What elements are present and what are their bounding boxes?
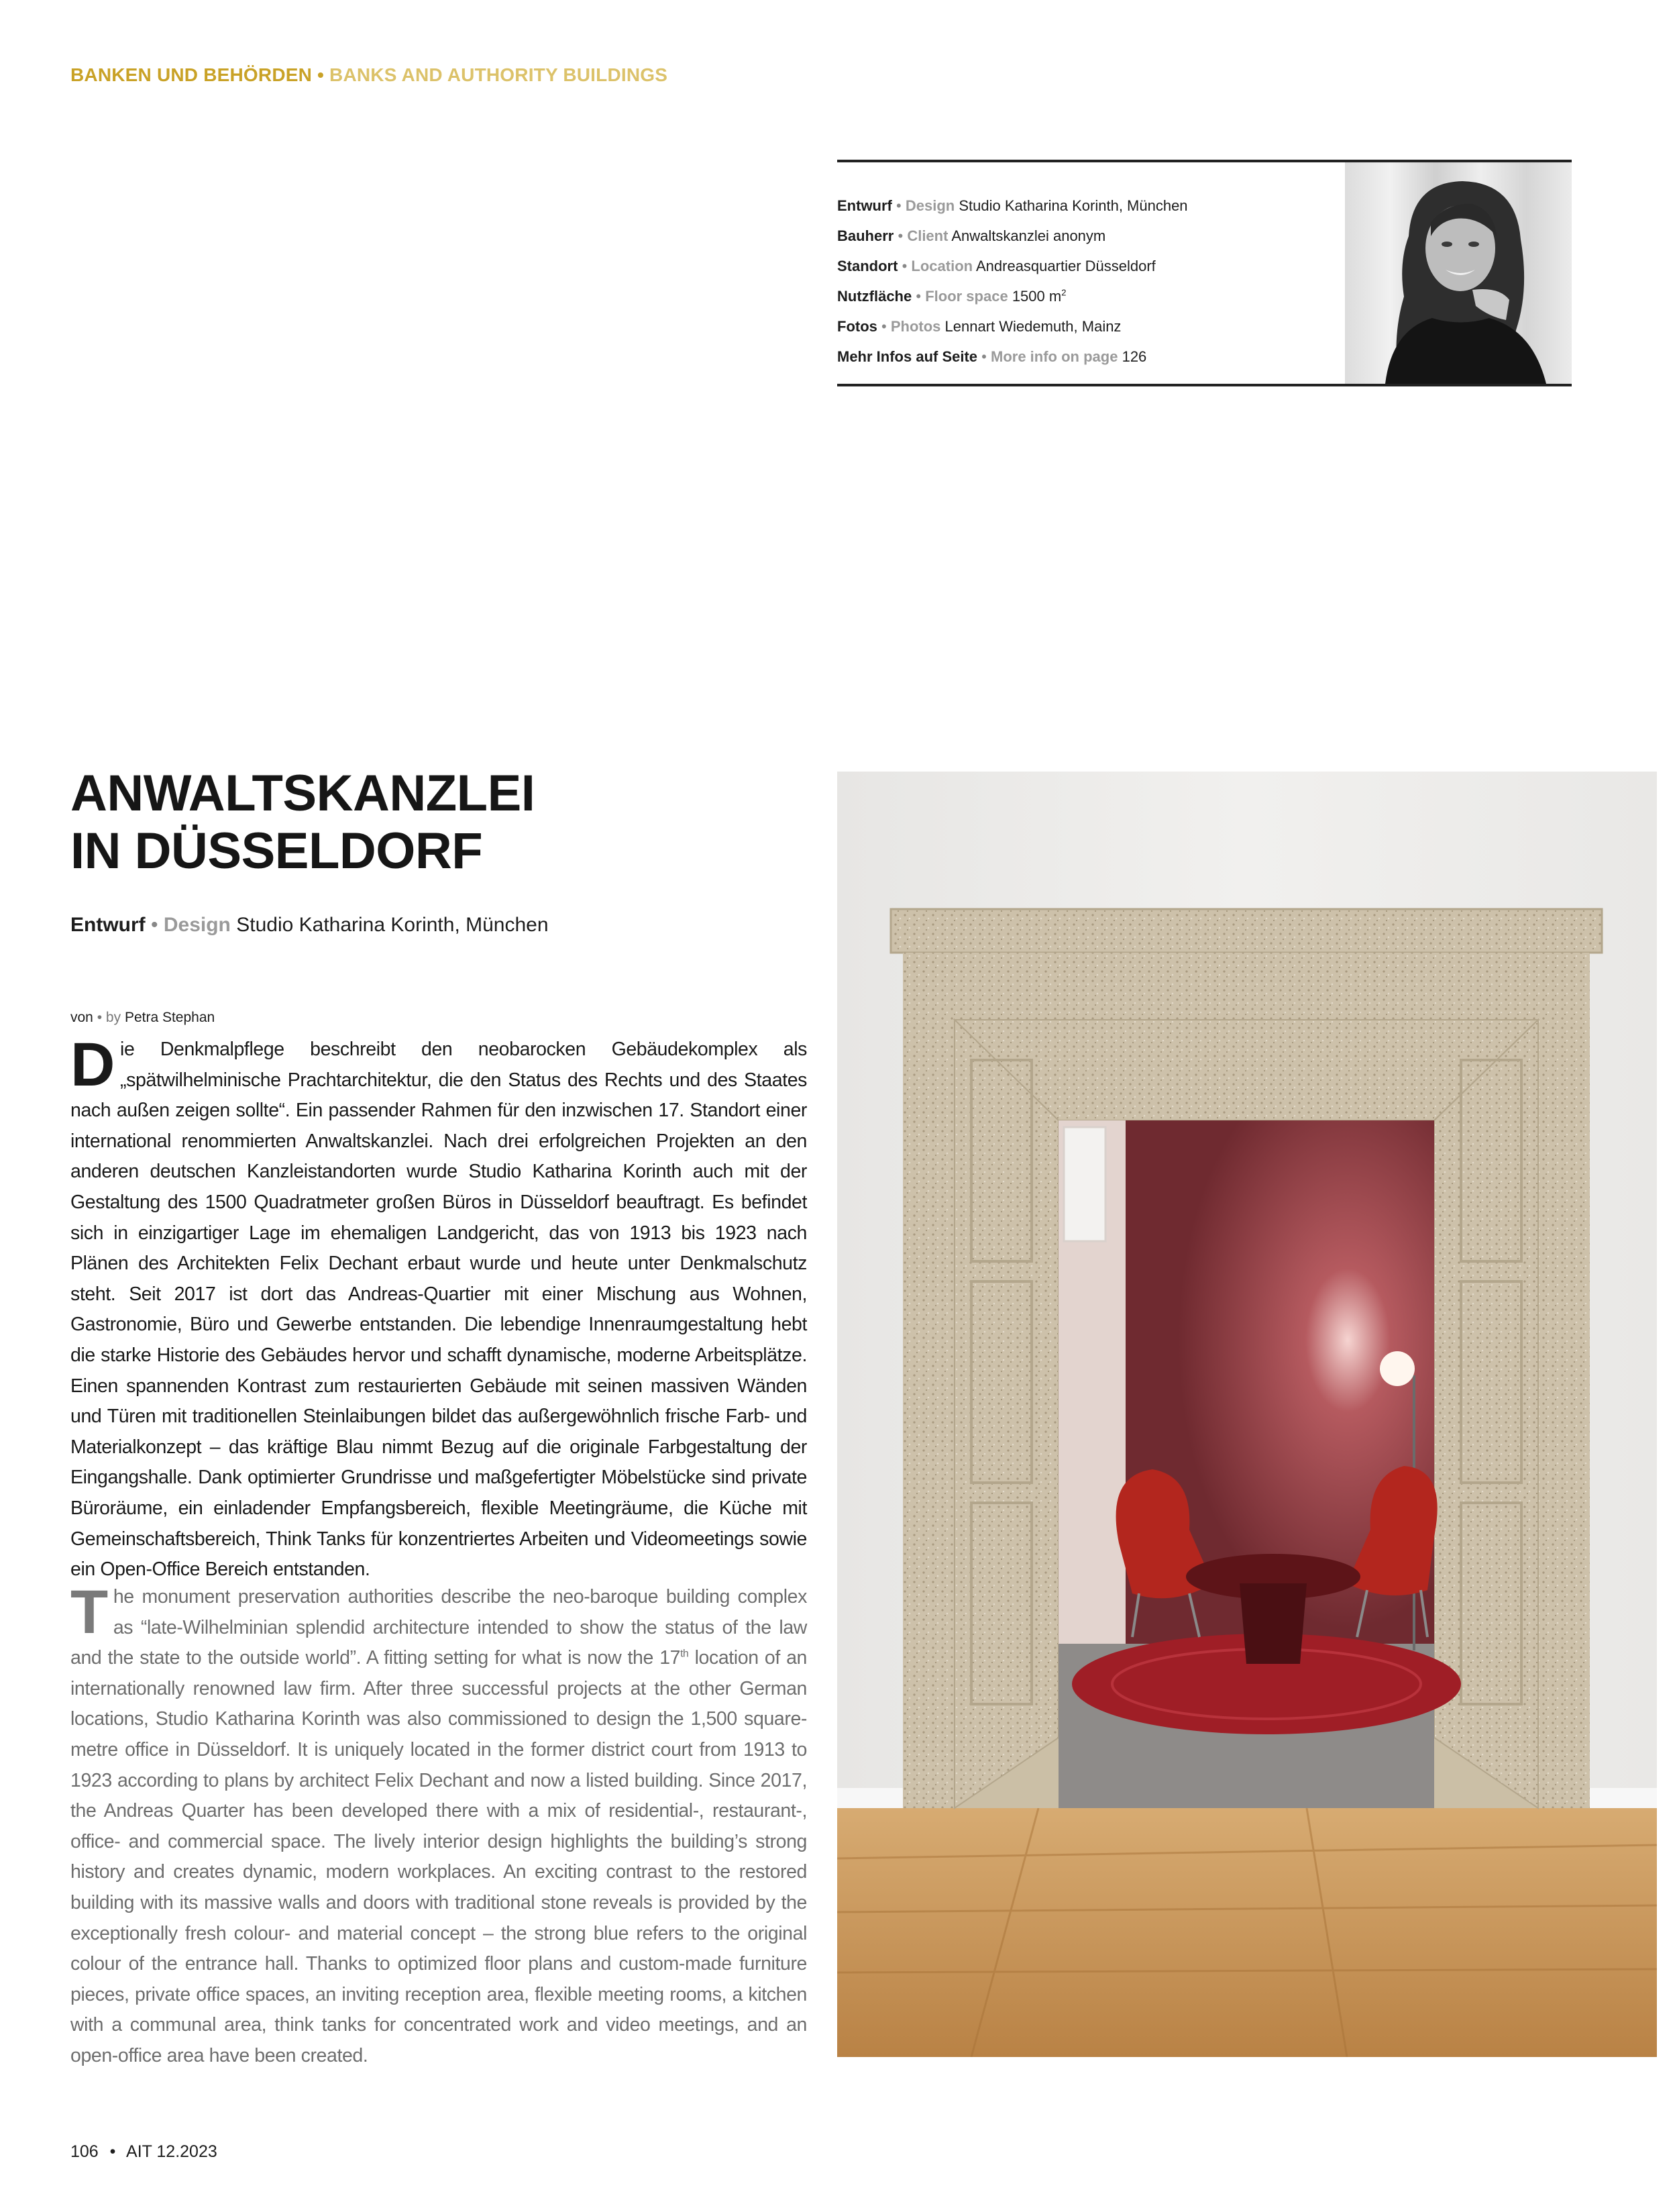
portrait-illustration (1345, 162, 1572, 384)
separator-dot: • (981, 348, 987, 365)
byline-author: Petra Stephan (124, 1010, 215, 1025)
separator-dot: • (881, 318, 887, 335)
section-tag (70, 64, 667, 86)
credit-value: Studio Katharina Korinth, München (959, 197, 1188, 214)
credit-value-superscript: 2 (1061, 287, 1067, 298)
credit-label-de: Bauherr (837, 227, 894, 244)
ordinal-superscript: th (680, 1648, 689, 1660)
designer-portrait (1345, 162, 1572, 384)
section-tag-separator: • (317, 64, 325, 85)
credit-label-en: More info on page (991, 348, 1118, 365)
section-tag-de: BANKEN UND BEHÖRDEN (70, 64, 313, 85)
subtitle-label-en: Design (163, 914, 231, 936)
dropcap: T (70, 1578, 108, 1646)
body-text-english-part-1: he monument preservation authorities describe the neo-baroque building complex as “late-Wilhelminian splendid architecture intended to show the status of the law and the state to the outside world”. A fitting setting for what is now the 17 (70, 1586, 807, 1669)
credit-row-design (837, 191, 1188, 221)
credit-label-de: Entwurf (837, 197, 892, 214)
byline (70, 1010, 215, 1026)
separator-dot: • (916, 288, 922, 305)
separator-dot: • (898, 227, 904, 244)
credit-label-de: Standort (837, 258, 898, 274)
magazine-issue: AIT 12.2023 (126, 2142, 217, 2161)
section-tag-en: BANKS AND AUTHORITY BUILDINGS (329, 64, 668, 85)
doorway-illustration (837, 772, 1657, 2057)
byline-label-de: von (70, 1010, 93, 1025)
credit-value: Lennart Wiedemuth, Mainz (944, 318, 1122, 335)
byline-label-en: by (105, 1010, 121, 1025)
separator-dot: • (97, 1010, 103, 1025)
separator-dot: • (109, 2142, 116, 2161)
credit-label-en: Client (907, 227, 949, 244)
credit-list (837, 191, 1188, 372)
credit-row-client (837, 221, 1188, 251)
credit-row-more-info (837, 341, 1188, 372)
page-folio (70, 2142, 217, 2162)
body-text-german (70, 1031, 807, 1585)
credit-label-de: Fotos (837, 318, 877, 335)
credits-box (837, 160, 1572, 386)
separator-dot: • (896, 197, 902, 214)
credit-label-en: Floor space (925, 288, 1008, 305)
credit-label-en: Photos (890, 318, 941, 335)
subtitle-value: Studio Katharina Korinth, München (236, 914, 549, 936)
separator-dot: • (151, 914, 158, 936)
article-title-line-1: ANWALTSKANZLEI (70, 765, 535, 822)
credit-label-de: Mehr Infos auf Seite (837, 348, 978, 365)
credit-label-en: Design (905, 197, 955, 214)
credit-row-floor-space (837, 281, 1188, 311)
credit-row-photos (837, 311, 1188, 341)
doorway-photo (837, 772, 1657, 2057)
credit-value: 1500 m (1012, 288, 1062, 305)
dropcap: D (70, 1031, 115, 1099)
subtitle-label-de: Entwurf (70, 914, 146, 936)
article-title (70, 765, 535, 880)
separator-dot: • (902, 258, 908, 274)
credit-row-location (837, 251, 1188, 281)
body-text-german-content: ie Denkmalpflege beschreibt den neobarocken Gebäudekomplex als „spätwilhelminische Prachtarchitektur, die den Status des Rechts und des Staates nach außen zeigen sollte“. Ein passender Rahmen für den inzwischen 17. Standort einer international renommierten Anwaltskanzlei. Nach drei erfolgreichen Projekten an den anderen deutschen Kanzleistandorten wurde Studio Katharina Korinth auch mit der Gestaltung des 1500 Quadratmeter großen Büros in Düsseldorf beauftragt. Es befindet sich in einzigartiger Lage im ehemaligen Landgericht, das von 1913 bis 1923 nach Plänen des Architekten Felix Dechant erbaut wurde und heute unter Denkmalschutz steht. Seit 2017 ist dort das Andreas-Quartier mit einer Mischung aus Wohnen, Gastronomie, Büro und Gewerbe entstanden. Die lebendige Innenraumgestaltung hebt die starke Historie des Gebäudes hervor und schafft dynamische, moderne Arbeitsplätze. Einen spannenden Kontrast zum restaurierten Gebäude mit seinen massiven Wänden und Türen mit traditionellen Steinlaibungen bildet das außergewöhnlich frische Farb- und Materialkonzept – das kräftige Blau nimmt Bezug auf die originale Farbgestaltung der Eingangshalle. Dank optimierter Grundrisse und maßgefertigter Möbelstücke sind private Büroräume, ein einladender Empfangsbereich, flexible Meetingräume, die Küche mit Gemeinschaftsbereich, Think Tanks für konzentriertes Arbeiten und Videomeetings sowie ein Open-Office Bereich entstanden. (70, 1039, 807, 1581)
article-title-line-2: IN DÜSSELDORF (70, 823, 483, 880)
credit-label-de: Nutzfläche (837, 288, 912, 305)
credit-value: Andreasquartier Düsseldorf (975, 258, 1156, 274)
body-text-english (70, 1578, 807, 2072)
credit-value: Anwaltskanzlei anonym (951, 227, 1106, 244)
credit-label-en: Location (911, 258, 973, 274)
credit-value: 126 (1122, 348, 1147, 365)
article-subtitle (70, 914, 549, 937)
body-text-english-part-2: location of an internationally renowned law firm. After three successful projects at the other German locations, Studio Katharina Korinth was also commissioned to design the 1,500 square-metre office in Düsseldorf. It is uniquely located in the former district court from 1913 to 1923 according to plans by architect Felix Dechant and now a listed building. Since 2017, the Andreas Quarter has been developed there with a mix of residential-, restaurant-, office- and commercial space. The lively interior design highlights the building’s strong history and creates dynamic, modern workplaces. An exciting contrast to the restored building with its massive walls and doors with traditional stone reveals is provided by the exceptionally fresh colour- and material concept – the strong blue refers to the original colour of the entrance hall. Thanks to optimized floor plans and custom-made furniture pieces, private office spaces, an inviting reception area, flexible meeting rooms, a kitchen with a communal area, think tanks for concentrated work and video meetings, and an open-office area have been created. (70, 1647, 807, 2066)
page-number: 106 (70, 2142, 99, 2161)
